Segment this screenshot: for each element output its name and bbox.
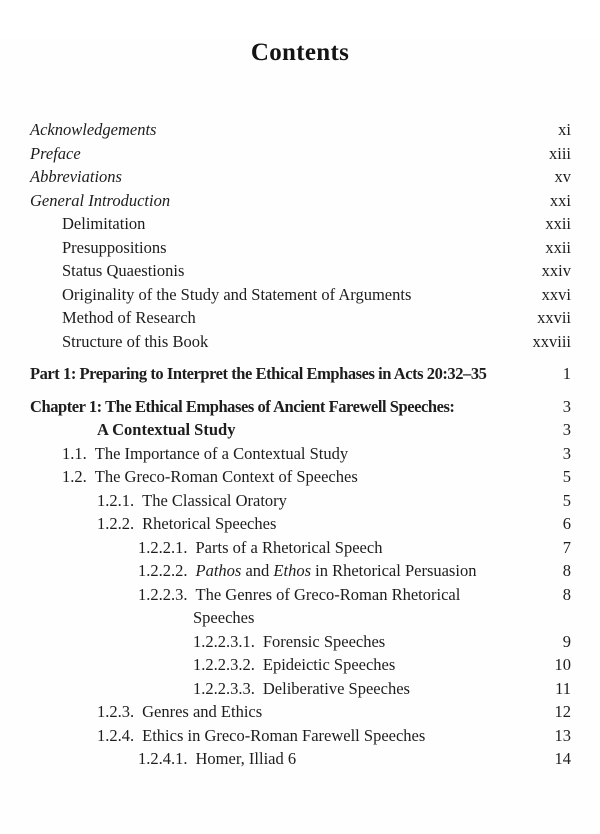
toc-entry: [30, 465, 571, 489]
toc-entry: [30, 142, 571, 166]
toc-entry-title: Chapter 1: The Ethical Emphases of Ancient Farewell Speeches:: [30, 396, 455, 416]
toc-entry: [30, 165, 571, 189]
toc-entry-title: Speeches: [193, 608, 255, 627]
toc-entry: [30, 700, 571, 724]
toc-entry: [30, 418, 571, 442]
toc-entry-number: 1.1.: [62, 443, 87, 463]
toc-entry-title: General Introduction: [30, 190, 171, 210]
toc-entry-title: A Contextual Study: [97, 420, 236, 439]
toc-entry-page: 3: [562, 443, 571, 463]
toc-entry: [30, 630, 571, 654]
toc-entry-number: 1.2.2.3.1.: [193, 631, 255, 651]
toc-entry-page: 8: [562, 561, 571, 580]
toc-entry-title: Preface: [30, 143, 81, 163]
toc-list: [30, 118, 571, 771]
toc-entry-title: Deliberative Speeches: [262, 678, 410, 698]
toc-entry-page: 6: [562, 514, 571, 533]
toc-entry-title: Structure of this Book: [62, 331, 209, 351]
toc-entry-title: Method of Research: [62, 308, 196, 327]
page-title: Contents: [250, 39, 350, 66]
toc-entry: [30, 606, 571, 630]
toc-entry-number: 1.2.2.3.: [138, 584, 188, 604]
toc-entry: [30, 362, 571, 386]
toc-entry: [30, 306, 571, 330]
toc-entry: [30, 189, 571, 213]
toc-entry: [30, 442, 571, 466]
toc-entry-number: 1.2.2.: [97, 514, 135, 533]
toc-entry-page: 1: [562, 364, 571, 383]
toc-entry-page: xxii: [545, 237, 571, 257]
toc-entry: [30, 118, 571, 142]
toc-entry: [30, 259, 571, 283]
toc-entry-page: 10: [554, 655, 571, 674]
toc-entry-page: 11: [555, 678, 571, 698]
toc-entry-number: 1.2.1.: [97, 490, 135, 510]
toc-entry: [30, 212, 571, 236]
toc-entry-title: Originality of the Study and Statement of Arguments: [62, 284, 412, 304]
toc-entry-number: 1.2.2.1.: [138, 537, 188, 557]
toc-entry-page: xiii: [548, 143, 571, 163]
toc-entry-page: xi: [558, 120, 571, 139]
toc-entry-title: Pathos and Ethos in Rhetorical Persuasion: [195, 561, 477, 580]
toc-entry-number: 1.2.4.1.: [138, 749, 188, 768]
toc-entry-number: 1.2.2.3.3.: [193, 678, 255, 698]
toc-entry: [30, 236, 571, 260]
toc-entry-page: 7: [562, 537, 571, 557]
toc-entry-title: Homer, Illiad 6: [195, 749, 297, 768]
toc-entry-title: The Genres of Greco-Roman Rhetorical: [195, 584, 461, 604]
toc-entry-title: Parts of a Rhetorical Speech: [195, 537, 383, 557]
toc-entry: [30, 283, 571, 307]
toc-entry-number: 1.2.4.: [97, 725, 135, 745]
toc-entry: [30, 724, 571, 748]
toc-entry-page: 13: [554, 725, 571, 745]
toc-entry-title: Forensic Speeches: [262, 631, 386, 651]
toc-entry-title: Rhetorical Speeches: [142, 514, 277, 533]
toc-entry-page: xxviii: [532, 331, 571, 351]
toc-entry: [30, 559, 571, 583]
toc-entry: [30, 512, 571, 536]
toc-entry-page: 5: [562, 467, 571, 486]
toc-entry-page: 14: [554, 749, 571, 768]
toc-entry: [30, 653, 571, 677]
toc-entry-title: Acknowledgements: [30, 120, 157, 139]
toc-entry-number: 1.2.2.2.: [138, 561, 188, 580]
toc-entry-page: 3: [562, 420, 571, 439]
toc-entry: [30, 330, 571, 354]
toc-entry: [30, 677, 571, 701]
toc-entry-number: 1.2.2.3.2.: [193, 655, 255, 674]
toc-entry-title: Ethics in Greco-Roman Farewell Speeches: [142, 725, 426, 745]
toc-entry-number: 1.2.3.: [97, 702, 135, 721]
toc-entry: [30, 583, 571, 607]
toc-entry: [30, 489, 571, 513]
toc-entry-title: Part 1: Preparing to Interpret the Ethical Emphases in Acts 20:32–35: [30, 364, 487, 383]
toc-entry-page: xxii: [545, 214, 571, 233]
toc-entry-page: 12: [554, 702, 571, 721]
toc-entry-title: Status Quaestionis: [62, 261, 185, 280]
toc-entry-title: Epideictic Speeches: [262, 655, 396, 674]
toc-entry-page: xxi: [549, 190, 571, 210]
toc-entry: [30, 747, 571, 771]
toc-entry-page: 8: [562, 584, 571, 604]
book-page: [0, 38, 600, 834]
toc-entry: [30, 395, 571, 419]
toc-entry-title: Presuppositions: [62, 237, 167, 257]
toc-entry-title: Delimitation: [62, 214, 146, 233]
toc-entry: [30, 536, 571, 560]
toc-entry-page: 3: [562, 396, 571, 416]
toc-entry-page: xv: [554, 167, 571, 186]
toc-entry-title: The Classical Oratory: [142, 490, 287, 510]
toc-entry-title: The Greco-Roman Context of Speeches: [94, 467, 358, 486]
toc-entry-title: Abbreviations: [30, 167, 122, 186]
toc-entry-page: 5: [562, 490, 571, 510]
toc-entry-title: The Importance of a Contextual Study: [94, 443, 349, 463]
toc-entry-page: xxiv: [541, 261, 571, 280]
toc-entry-title: Genres and Ethics: [142, 702, 263, 721]
toc-entry-page: xxvi: [541, 284, 571, 304]
toc-entry-page: xxvii: [537, 308, 571, 327]
toc-entry-number: 1.2.: [62, 467, 87, 486]
toc-entry-page: 9: [562, 631, 571, 651]
